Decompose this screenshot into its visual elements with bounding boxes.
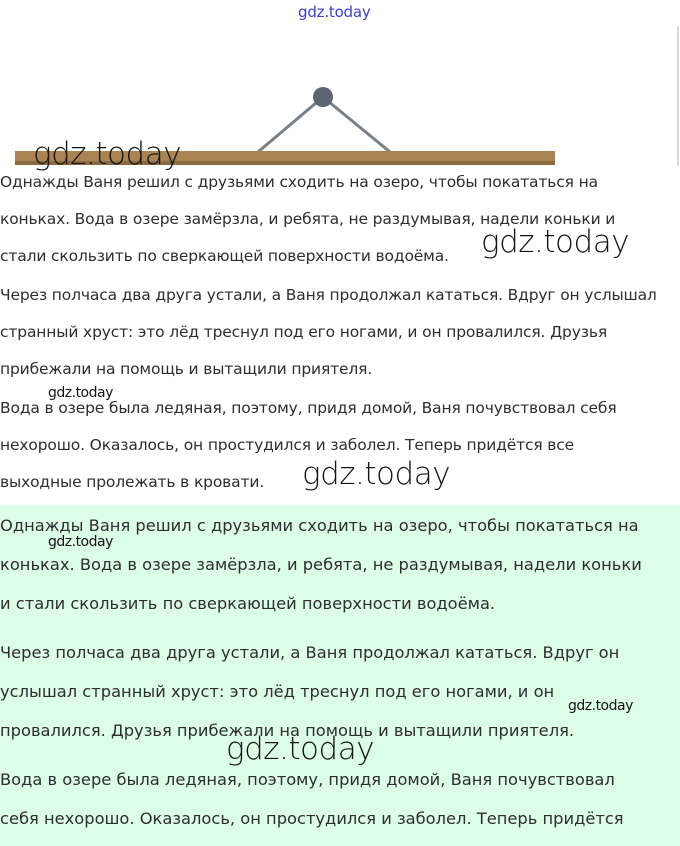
image-frame-border	[677, 26, 679, 166]
nail-icon	[313, 87, 333, 107]
answer-two	[0, 506, 676, 846]
watermark: gdz.today	[48, 385, 113, 401]
rope-right	[323, 97, 390, 152]
text-line: провалился. Друзья прибежали на помощь и вытащили приятеля.	[0, 721, 575, 740]
text-line: нехорошо. Оказалось, он простудился и заболел. Теперь придётся все	[0, 436, 575, 454]
watermark: gdz.today	[302, 456, 451, 492]
paragraph	[0, 506, 676, 623]
text-line: Через полчаса два друга устали, а Ваня продолжал кататься. Вдруг он	[0, 643, 620, 662]
text-line: Через полчаса два друга устали, а Ваня продолжал кататься. Вдруг он услышал	[0, 286, 657, 304]
site-link[interactable]: gdz.today	[298, 3, 371, 21]
text-line: странный хруст: это лёд треснул под его ногами, и он провалился. Друзья	[0, 323, 608, 341]
rope-left	[258, 97, 323, 152]
text-line: услышал странный хруст: это лёд треснул под его ногами, и он	[0, 682, 555, 701]
text-line: Вода в озере была ледяная, поэтому, придя домой, Ваня почувствовал себя	[0, 399, 617, 417]
text-line: Однажды Ваня решил с друзьями сходить на озеро, чтобы покататься на	[0, 173, 598, 191]
text-line: и стали скользить по сверкающей поверхности водоёма.	[0, 594, 496, 613]
watermark: gdz.today	[226, 731, 375, 767]
watermark: gdz.today	[481, 224, 630, 260]
watermark: gdz.today	[568, 698, 633, 714]
text-line: Вода в озере была ледяная, поэтому, придя домой, Ваня почувствовал	[0, 770, 615, 789]
text-line: Однажды Ваня решил с друзьями сходить на озеро, чтобы покататься на	[0, 516, 639, 535]
watermark: gdz.today	[48, 534, 113, 550]
text-line: прибежали на помощь и вытащили приятеля.	[0, 360, 373, 378]
text-line: стали скользить по сверкающей поверхности водоёма.	[0, 247, 449, 265]
text-line: выходные пролежать в кровати.	[0, 473, 265, 491]
text-line: себя нехорошо. Оказалось, он простудился и заболел. Теперь придётся	[0, 809, 624, 828]
text-line: коньках. Вода в озере замёрзла, и ребята, не раздумывая, надели коньки и	[0, 210, 616, 228]
paragraph	[0, 277, 676, 388]
watermark: gdz.today	[33, 136, 182, 172]
text-line: коньках. Вода в озере замёрзла, и ребята, не раздумывая, надели коньки	[0, 555, 642, 574]
answer-one	[0, 164, 676, 503]
paragraph	[0, 760, 676, 838]
